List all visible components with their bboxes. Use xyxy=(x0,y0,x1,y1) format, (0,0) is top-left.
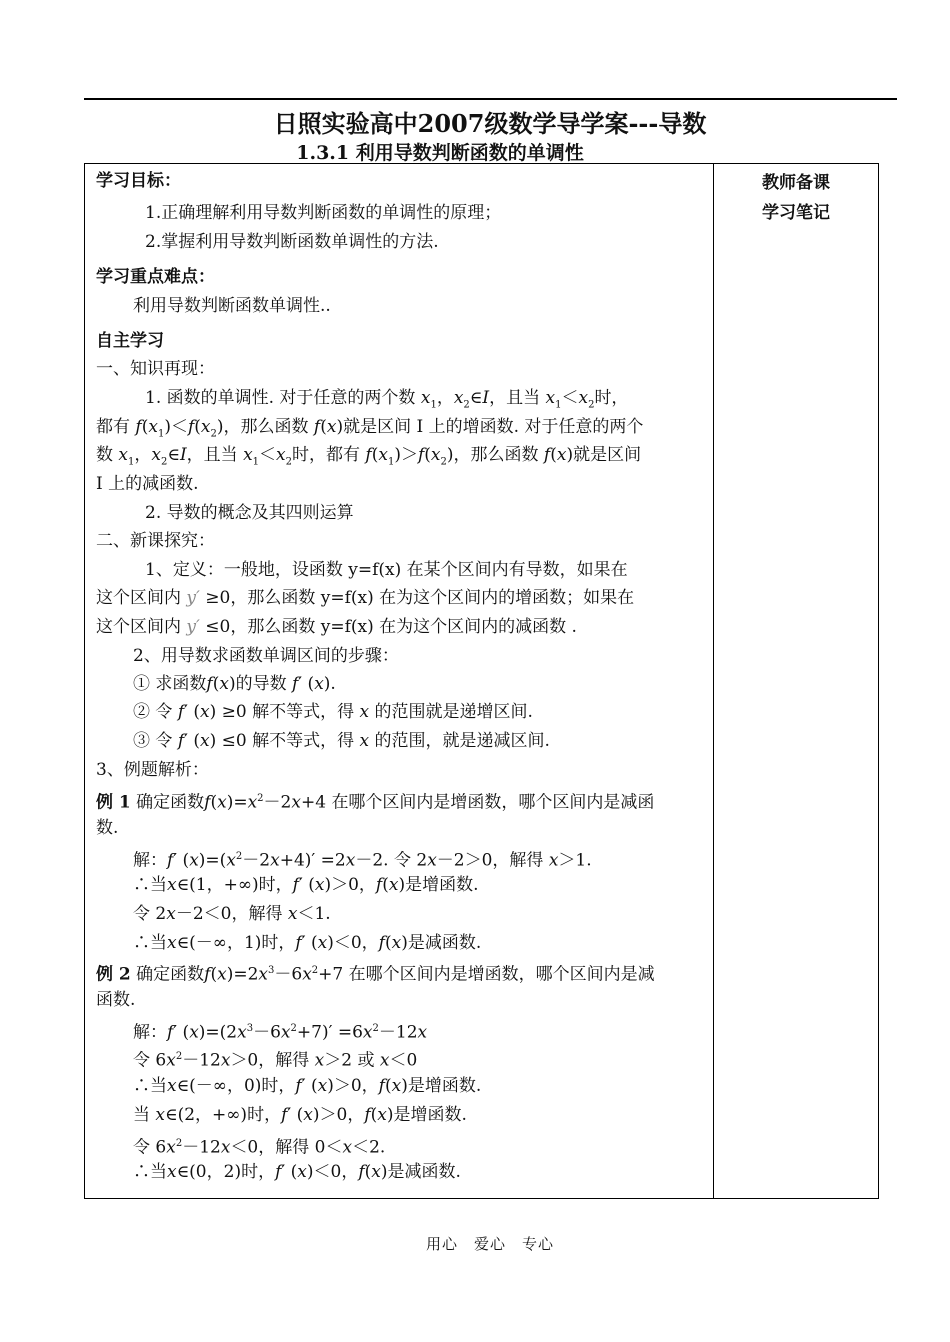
notes-header-line1: 教师备课 xyxy=(762,173,830,193)
step-1: ① 求函数f(x)的导数 f′ (x). xyxy=(133,674,336,694)
example-1-solution-4: ∴当x∈(－∞，1)时，f′ (x)＜0，f(x)是减函数. xyxy=(133,933,482,953)
monotonic-line-1: 1. 函数的单调性. 对于任意的两个数 $x_1$，$x_2\in I$，且当 $x_1<x_2$时， xyxy=(145,388,629,411)
example-1-solution-3: 令 2x－2＜0，解得 x＜1. xyxy=(133,904,331,924)
notes-column-header xyxy=(726,168,866,228)
example-1-solution-1: 解：f′ $(x)=(x^2-2x+4)' =2x-2$. 令 2x－2＞0，解得 x＞1. xyxy=(133,850,592,871)
page-title: 日照实验高中2007级数学导学案---导数 xyxy=(273,109,707,138)
page-footer: 用心 爱心 专心 xyxy=(425,1235,554,1253)
example-2-solution-6: ∴当x∈(0，2)时，f′ (x)＜0，f(x)是减函数. xyxy=(133,1162,461,1182)
section-1-heading: 一、知识再现： xyxy=(96,359,215,379)
page-subtitle: 1.3.1 利用导数判断函数的单调性 xyxy=(296,142,584,164)
derivative-concepts: 2. 导数的概念及其四则运算 xyxy=(145,503,354,523)
example-2-solution-5: 令 $6x^2-12x<0$，解得 0＜x＜2. xyxy=(133,1137,386,1158)
monotonic-line-2: 都有 $f(x_1)<f(x_2)$，那么函数 f(x)就是区间 I 上的增函数. 对于任意的两个 xyxy=(96,417,644,440)
key-text: 利用导数判断函数单调性.. xyxy=(133,296,331,316)
example-1-line-1: 例 1 确定函数$f(x)=x^2-2x+4$ 在哪个区间内是增函数，哪个区间内是减函 xyxy=(96,792,655,813)
example-2-solution-3: ∴当x∈(－∞，0)时，f′ (x)＞0，f(x)是增函数. xyxy=(133,1076,482,1096)
steps-heading: 2、用导数求函数单调区间的步骤： xyxy=(133,646,399,666)
example-2-solution-2: 令 $6x^2-12x>0$，解得 x＞2 或 x＜0 xyxy=(133,1050,418,1071)
monotonic-line-4: I 上的减函数. xyxy=(96,474,199,494)
goal-1: 1.正确理解利用导数判断函数的单调性的原理； xyxy=(145,203,502,223)
section-3-heading: 3、例题解析： xyxy=(96,760,209,780)
example-2-solution-4: 当 x∈(2，+∞)时，f′ (x)＞0，f(x)是增函数. xyxy=(133,1105,467,1125)
example-2-line-1: 例 2 确定函数$f(x)=2x^3-6x^2+7$ 在哪个区间内是增函数，哪个区间内是减 xyxy=(96,964,655,985)
definition-line-2: 这个区间内 y′ ≥0，那么函数 y=f(x) 在为这个区间内的增函数；如果在 xyxy=(96,588,635,608)
definition-line-3: 这个区间内 y′ ≤0，那么函数 y=f(x) 在为这个区间内的减函数 . xyxy=(96,617,577,637)
monotonic-line-3: 数 $x_1$，$x_2\in I$，且当 $x_1<x_2$时，都有 $f(x_1)>f(x_2)$，那么函数 f(x)就是区间 xyxy=(96,445,642,468)
self-study-heading: 自主学习 xyxy=(96,331,164,351)
example-1-line-2: 数. xyxy=(96,818,119,838)
step-2: ② 令 f′ (x) ≥0 解不等式，得 x 的范围就是递增区间. xyxy=(133,702,533,722)
example-2-line-2: 函数. xyxy=(96,990,136,1010)
notes-header-line2: 学习笔记 xyxy=(762,203,830,223)
column-divider xyxy=(713,163,714,1199)
top-rule xyxy=(84,98,897,100)
example-1-solution-2: ∴当x∈(1，+∞)时，f′ (x)＞0，f(x)是增函数. xyxy=(133,875,479,895)
goal-2: 2.掌握利用导数判断函数单调性的方法. xyxy=(145,232,439,252)
key-heading: 学习重点难点： xyxy=(96,267,215,287)
goals-heading: 学习目标： xyxy=(96,171,181,191)
step-3: ③ 令 f′ (x) ≤0 解不等式，得 x 的范围，就是递减区间. xyxy=(133,731,550,751)
section-2-heading: 二、新课探究： xyxy=(96,531,215,551)
example-2-solution-1: 解：f′ $(x)=(2x^3-6x^2+7)' =6x^2-12x$ xyxy=(133,1022,428,1043)
definition-line-1: 1、定义：一般地，设函数 y=f(x) 在某个区间内有导数，如果在 xyxy=(145,560,628,580)
